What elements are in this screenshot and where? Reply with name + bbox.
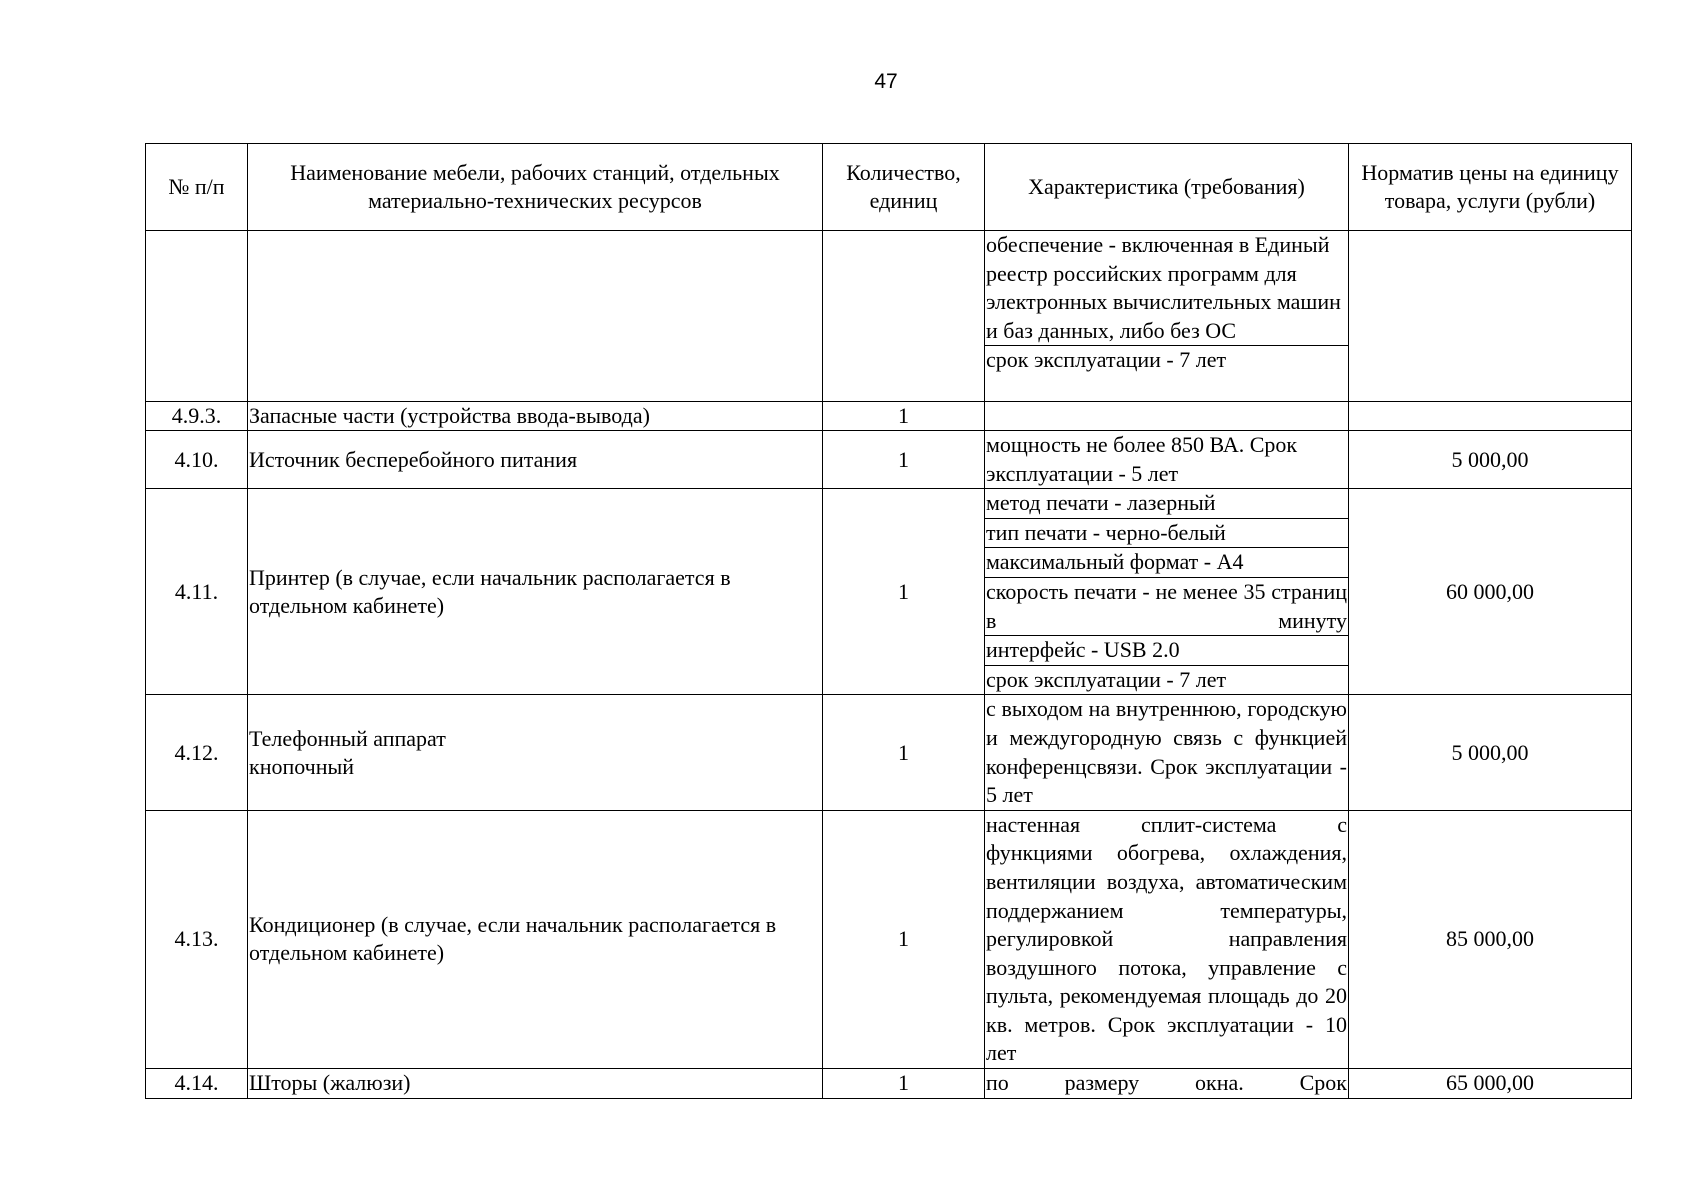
row-num: 4.13. <box>146 810 248 1068</box>
row-num: 4.10. <box>146 431 248 489</box>
norms-table <box>145 143 1632 1099</box>
characteristic-line: обеспечение - включенная в Единый реестр российских программ для электронных вычислительных машин и баз данных, либо без ОС <box>985 231 1348 346</box>
table-row <box>146 1069 1632 1099</box>
row-name: Телефонный аппарат кнопочный <box>248 695 823 810</box>
row-characteristics <box>985 431 1349 489</box>
row-name: Кондиционер (в случае, если начальник располагается в отдельном кабинете) <box>248 810 823 1068</box>
row-characteristics <box>985 489 1349 695</box>
row-price <box>1349 402 1632 431</box>
row-name: Шторы (жалюзи) <box>248 1069 823 1099</box>
characteristic-line: интерфейс - USB 2.0 <box>985 636 1348 666</box>
row-price: 5 000,00 <box>1349 431 1632 489</box>
row-qty: 1 <box>823 695 985 810</box>
header-name: Наименование мебели, рабочих станций, отдельных материально-технических ресурсов <box>248 144 823 231</box>
characteristic-line: тип печати - черно-белый <box>985 519 1348 549</box>
row-price: 85 000,00 <box>1349 810 1632 1068</box>
table-header-row <box>146 144 1632 231</box>
page-number: 47 <box>874 70 898 93</box>
table-row <box>146 810 1632 1068</box>
row-characteristics <box>985 695 1349 810</box>
characteristic-line: скорость печати - не менее 35 страниц в минуту <box>985 578 1348 636</box>
row-price: 65 000,00 <box>1349 1069 1632 1099</box>
row-num <box>146 231 248 402</box>
row-name: Принтер (в случае, если начальник располагается в отдельном кабинете) <box>248 489 823 695</box>
characteristic-line: мощность не более 850 ВА. Срок эксплуатации - 5 лет <box>986 432 1298 486</box>
characteristic-line: настенная сплит-система с функциями обогрева, охлаждения, вентиляции воздуха, автоматическим поддержанием температуры, регулировкой направления воздушного потока, управление с пульта, рекомендуемая площадь до 20 кв. метров. Срок эксплуатации - 10 лет <box>986 811 1347 1066</box>
row-characteristics <box>985 810 1349 1068</box>
characteristic-line: максимальный формат - А4 <box>985 548 1348 578</box>
row-characteristics <box>985 402 1349 431</box>
row-num: 4.12. <box>146 695 248 810</box>
header-num: № п/п <box>146 144 248 231</box>
row-qty: 1 <box>823 1069 985 1099</box>
characteristic-line: метод печати - лазерный <box>985 489 1348 519</box>
row-price <box>1349 231 1632 402</box>
row-name: Запасные части (устройства ввода-вывода) <box>248 402 823 431</box>
header-price: Норматив цены на единицу товара, услуги (рубли) <box>1349 144 1632 231</box>
row-qty: 1 <box>823 810 985 1068</box>
characteristic-line: по размеру окна. Срок <box>986 1070 1347 1096</box>
row-num: 4.14. <box>146 1069 248 1099</box>
table-row <box>146 231 1632 402</box>
table-row <box>146 402 1632 431</box>
row-num: 4.11. <box>146 489 248 695</box>
table-row <box>146 431 1632 489</box>
row-name <box>248 231 823 402</box>
table-row <box>146 695 1632 810</box>
row-name: Источник бесперебойного питания <box>248 431 823 489</box>
row-characteristics <box>985 1069 1349 1099</box>
characteristic-line: с выходом на внутреннюю, городскую и междугородную связь с функцией конференцсвязи. Срок эксплуатации - 5 лет <box>986 696 1347 808</box>
row-characteristics <box>985 231 1349 402</box>
row-qty: 1 <box>823 402 985 431</box>
characteristic-line: срок эксплуатации - 7 лет <box>986 666 1227 692</box>
row-qty: 1 <box>823 489 985 695</box>
row-qty <box>823 231 985 402</box>
header-qty: Количество, единиц <box>823 144 985 231</box>
row-num: 4.9.3. <box>146 402 248 431</box>
table-row <box>146 489 1632 695</box>
row-price: 60 000,00 <box>1349 489 1632 695</box>
characteristic-line: срок эксплуатации - 7 лет <box>986 347 1227 373</box>
row-qty: 1 <box>823 431 985 489</box>
row-price: 5 000,00 <box>1349 695 1632 810</box>
header-characteristics: Характеристика (требования) <box>985 144 1349 231</box>
